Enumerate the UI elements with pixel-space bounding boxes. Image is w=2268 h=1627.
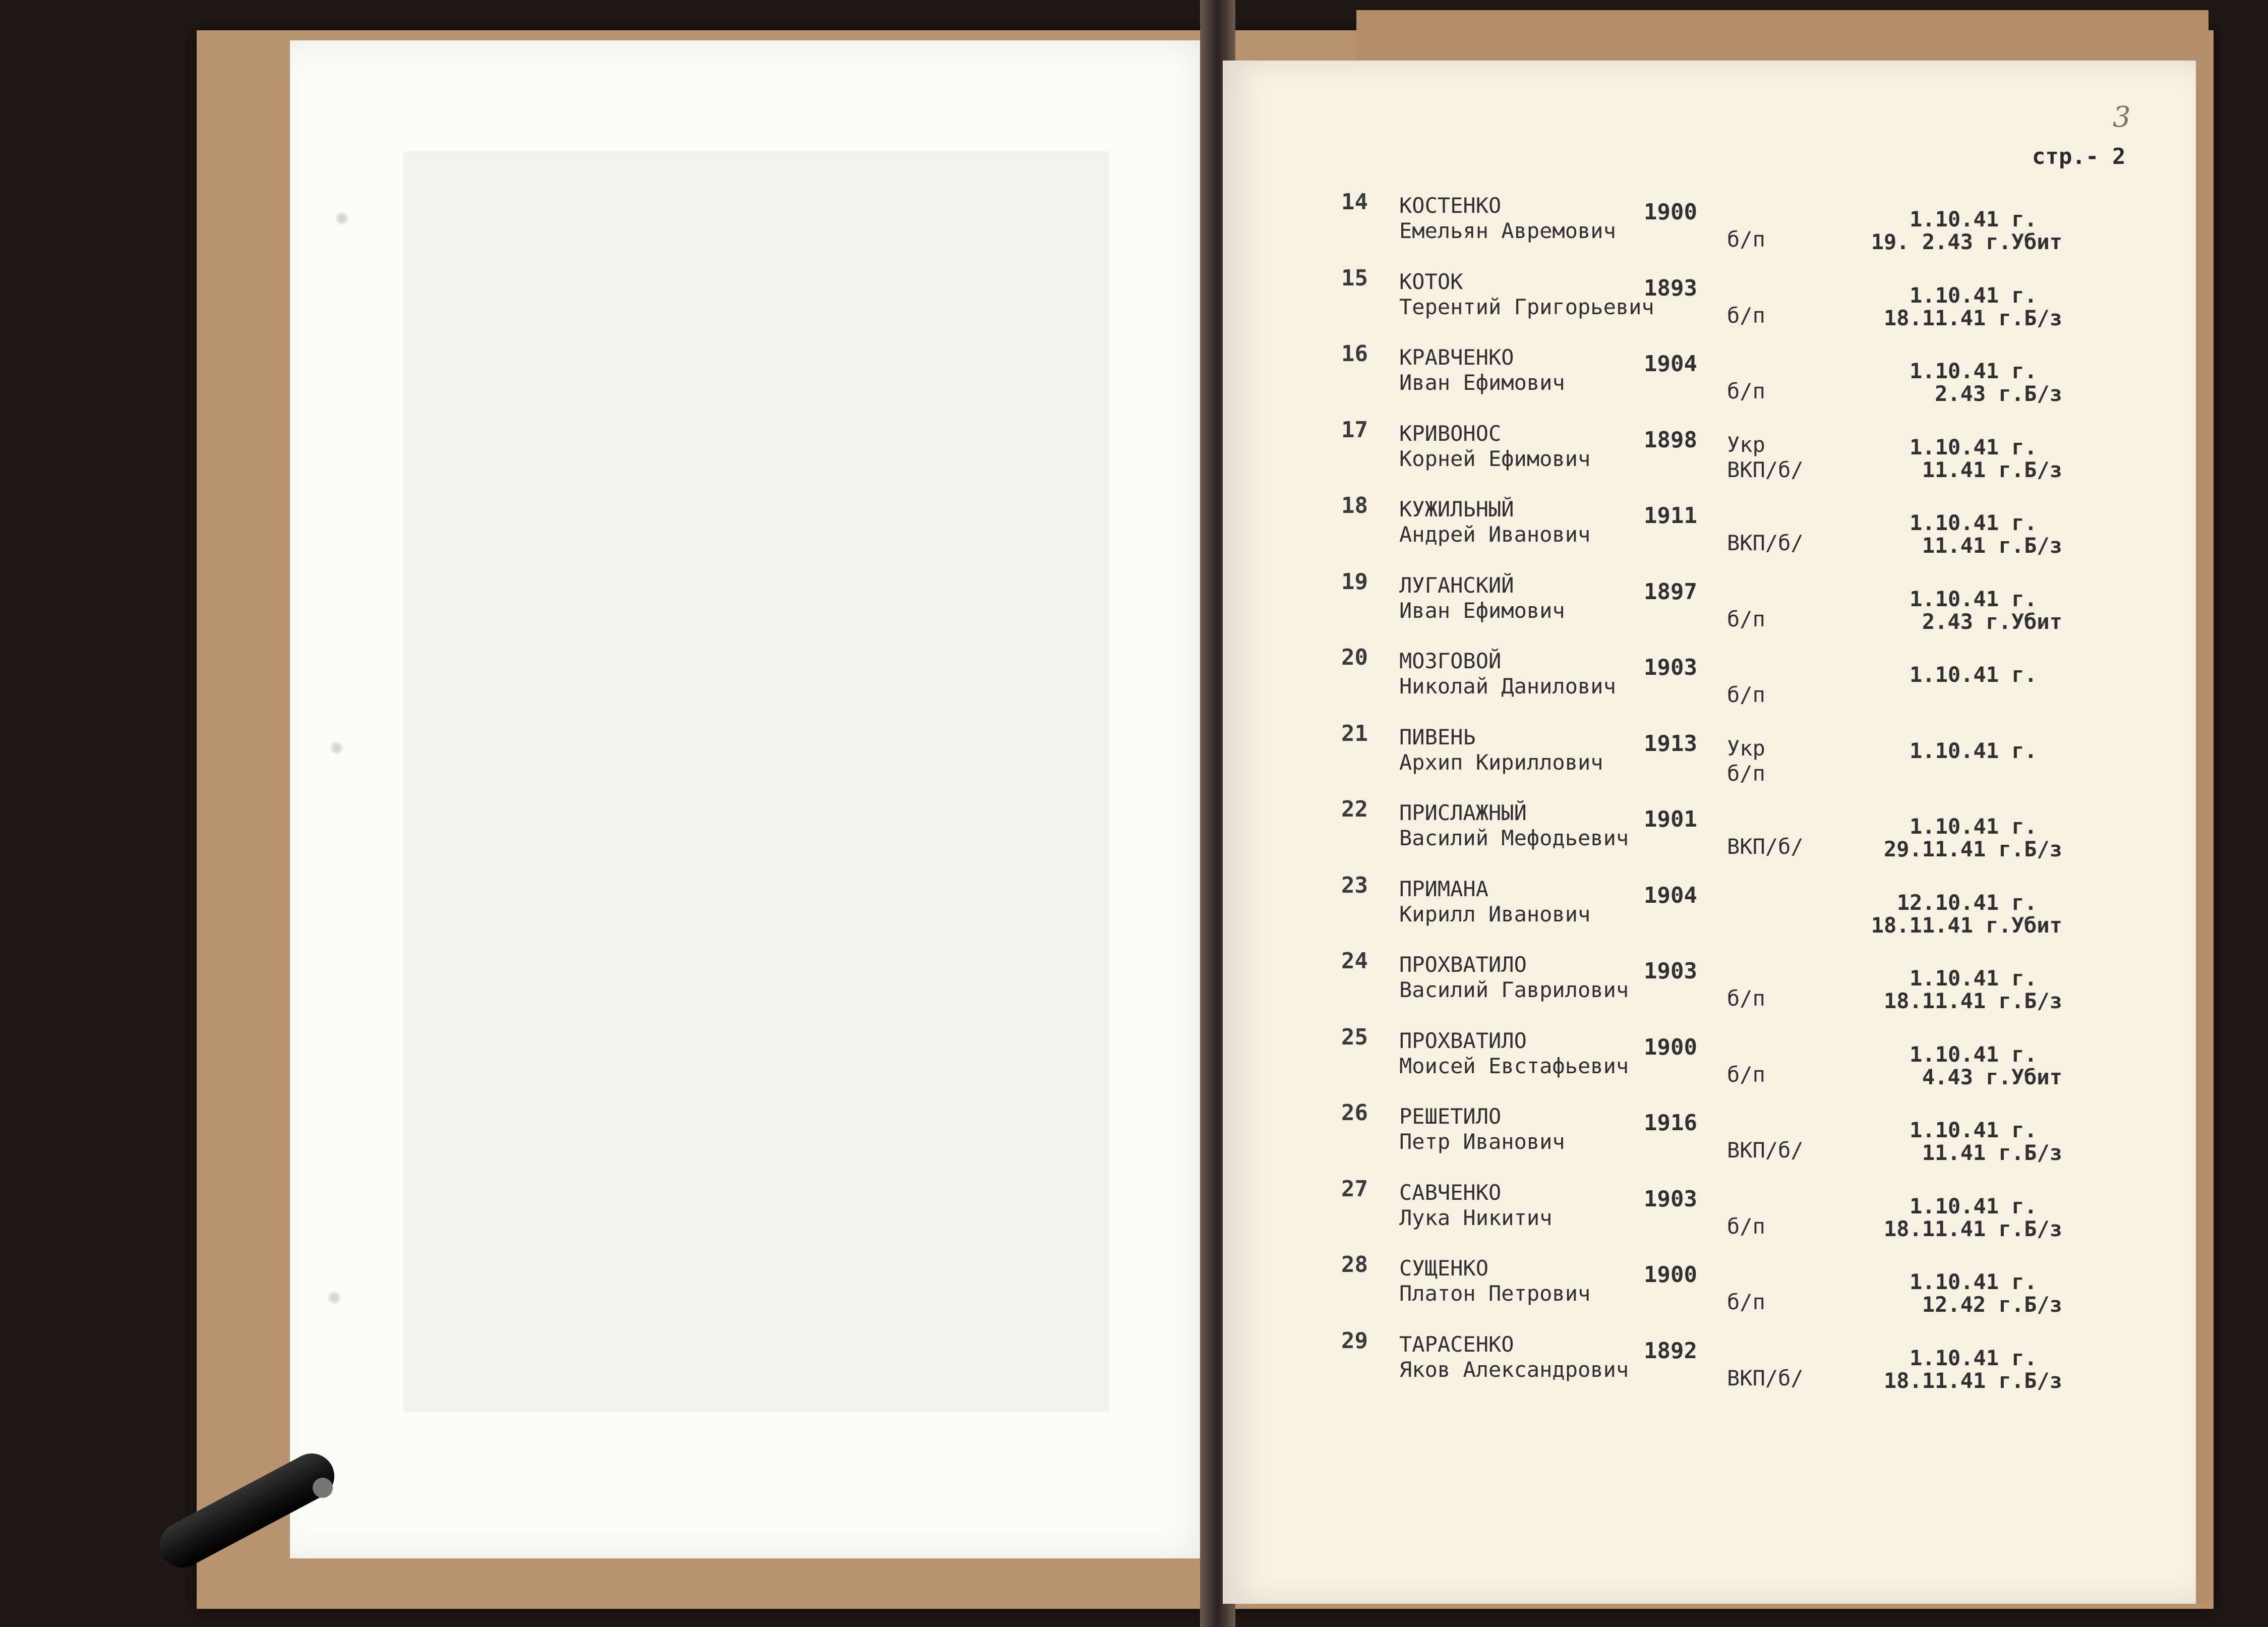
entry-birth-year: 1898 [1644, 427, 1697, 453]
entry-date-status: 11.41 г.Б/з [1922, 1140, 2062, 1165]
entry-number: 24 [1341, 948, 1368, 974]
entry-given-name: Василий Мефодьевич [1399, 826, 1629, 850]
list-entry [1341, 493, 2077, 568]
list-entry [1341, 948, 2077, 1024]
entry-surname: ТАРАСЕНКО [1399, 1331, 1514, 1357]
entry-number: 16 [1341, 341, 1368, 367]
entry-given-name: Василий Гаврилович [1399, 977, 1629, 1002]
list-entry [1341, 417, 2077, 493]
entry-number: 29 [1341, 1327, 1368, 1354]
entry-party: Укр [1727, 432, 1765, 457]
entry-number: 23 [1341, 872, 1368, 898]
punch-hole [335, 212, 348, 225]
entry-party-line2: ВКП/б/ [1727, 457, 1804, 482]
entry-date-enlisted: 1.10.41 г. [1909, 510, 2037, 535]
entry-date-status: 18.11.41 г.Б/з [1883, 305, 2062, 330]
entry-date-status: 12.42 г.Б/з [1922, 1292, 2062, 1317]
entry-birth-year: 1903 [1644, 655, 1697, 680]
entry-date-status: 19. 2.43 г.Убит [1871, 229, 2062, 254]
entry-number: 20 [1341, 645, 1368, 670]
entry-date-status: 18.11.41 г.Б/з [1883, 989, 2062, 1013]
entry-date-status: 2.43 г.Б/з [1935, 381, 2062, 406]
entry-date-enlisted: 12.10.41 г. [1896, 890, 2037, 915]
entry-date-status: 11.41 г.Б/з [1922, 533, 2062, 558]
entry-given-name: Архип Кириллович [1399, 749, 1603, 775]
entry-birth-year: 1913 [1644, 730, 1697, 757]
entry-date-enlisted: 1.10.41 г. [1909, 434, 2037, 459]
entry-date-status: 18.11.41 г.Б/з [1883, 1368, 2062, 1393]
entry-given-name: Лука Никитич [1399, 1205, 1553, 1230]
entry-date-enlisted: 1.10.41 г. [1909, 207, 2037, 231]
entry-party: б/п [1727, 682, 1765, 707]
entry-party-line2: б/п [1727, 761, 1765, 786]
entry-birth-year: 1903 [1644, 958, 1697, 984]
entry-birth-year: 1903 [1644, 1186, 1697, 1212]
entry-number: 17 [1341, 417, 1368, 443]
folio-number: 3 [2113, 101, 2131, 134]
list-entry [1341, 1252, 2077, 1327]
entry-surname: КУЖИЛЬНЫЙ [1399, 497, 1514, 521]
entry-date-enlisted: 1.10.41 г. [1909, 966, 2037, 991]
list-entry [1341, 1176, 2077, 1252]
entry-date-enlisted: 1.10.41 г. [1909, 359, 2037, 383]
entry-birth-year: 1904 [1644, 351, 1697, 377]
entry-given-name: Иван Ефимович [1399, 598, 1565, 623]
list-entry [1341, 569, 2077, 645]
entry-date-enlisted: 1.10.41 г. [1909, 1041, 2037, 1067]
entry-birth-year: 1892 [1644, 1338, 1697, 1364]
entry-party: ВКП/б/ [1727, 1365, 1804, 1390]
entry-number: 14 [1341, 189, 1368, 215]
entry-date-enlisted: 1.10.41 г. [1909, 814, 2037, 839]
entry-surname: ПРИСЛАЖНЫЙ [1399, 800, 1527, 825]
list-entry [1341, 721, 2077, 796]
list-entry [1341, 265, 2077, 341]
entry-number: 26 [1341, 1100, 1368, 1126]
page-label: стр.- 2 [2032, 144, 2126, 169]
entry-date-status: 4.43 г.Убит [1922, 1064, 2062, 1089]
list-entry [1341, 645, 2077, 720]
entry-date-enlisted: 1.10.41 г. [1909, 1345, 2037, 1370]
entry-party: б/п [1727, 1062, 1765, 1087]
entry-date-status: 29.11.41 г.Б/з [1883, 837, 2062, 861]
entry-date-status: 18.11.41 г.Убит [1871, 912, 2062, 938]
entry-birth-year: 1893 [1644, 275, 1697, 301]
entry-date-enlisted: 1.10.41 г. [1909, 586, 2037, 611]
entry-given-name: Николай Данилович [1399, 674, 1616, 699]
entry-number: 25 [1341, 1024, 1368, 1050]
entry-surname: КРИВОНОС [1399, 421, 1502, 446]
entry-surname: СУЩЕНКО [1399, 1256, 1489, 1281]
entry-party: б/п [1727, 227, 1765, 252]
entry-given-name: Моисей Евстафьевич [1399, 1053, 1629, 1078]
entry-party: б/п [1727, 1290, 1765, 1314]
entry-given-name: Корней Ефимович [1399, 446, 1591, 471]
entry-party: Укр [1727, 735, 1765, 761]
entry-party: ВКП/б/ [1727, 531, 1804, 555]
entry-number: 19 [1341, 568, 1368, 595]
entry-number: 15 [1341, 265, 1368, 291]
entry-given-name: Кирилл Иванович [1399, 901, 1591, 926]
entry-given-name: Платон Петрович [1399, 1281, 1591, 1306]
entry-party: б/п [1727, 303, 1765, 328]
entry-number: 28 [1341, 1252, 1368, 1277]
list-entry [1341, 873, 2077, 948]
entry-given-name: Петр Иванович [1399, 1129, 1565, 1154]
entry-date-status: 18.11.41 г.Б/з [1883, 1216, 2062, 1241]
entry-number: 18 [1341, 493, 1368, 518]
entry-date-status: 2.43 г.Убит [1922, 609, 2062, 634]
entry-surname: ПРОХВАТИЛО [1399, 1028, 1527, 1053]
entry-given-name: Иван Ефимович [1399, 370, 1565, 395]
list-entry [1341, 189, 2077, 265]
list-entry [1341, 796, 2077, 872]
punch-hole [330, 741, 343, 754]
entry-number: 21 [1341, 720, 1368, 746]
entry-date-status: 11.41 г.Б/з [1922, 457, 2062, 482]
list-entry [1341, 1328, 2077, 1404]
entry-surname: МОЗГОВОЙ [1399, 649, 1502, 673]
entry-surname: ПРИМАНА [1399, 876, 1489, 901]
list-entry [1341, 1100, 2077, 1176]
entry-surname: КОСТЕНКО [1399, 193, 1502, 218]
entry-date-enlisted: 1.10.41 г. [1909, 738, 2037, 763]
entry-number: 22 [1341, 796, 1368, 822]
entry-birth-year: 1911 [1644, 503, 1697, 529]
entry-date-enlisted: 1.10.41 г. [1909, 1118, 2037, 1142]
entry-birth-year: 1901 [1644, 806, 1697, 832]
entry-date-enlisted: 1.10.41 г. [1909, 662, 2037, 687]
entry-surname: КРАВЧЕНКО [1399, 345, 1514, 370]
entry-birth-year: 1904 [1644, 882, 1697, 908]
entry-birth-year: 1900 [1644, 199, 1697, 225]
entry-given-name: Андрей Иванович [1399, 522, 1591, 547]
entry-birth-year: 1900 [1644, 1262, 1697, 1288]
entry-given-name: Яков Александрович [1399, 1357, 1629, 1382]
entry-surname: КОТОК [1399, 269, 1463, 294]
entry-date-enlisted: 1.10.41 г. [1909, 1269, 2037, 1294]
entry-party: ВКП/б/ [1727, 834, 1804, 859]
entry-surname: САВЧЕНКО [1399, 1180, 1502, 1205]
entry-given-name: Емельян Авремович [1399, 218, 1616, 243]
punch-hole [328, 1291, 341, 1304]
list-entry [1341, 341, 2077, 417]
entry-party: б/п [1727, 1213, 1765, 1239]
entry-party: б/п [1727, 986, 1765, 1011]
entry-surname: ЛУГАНСКИЙ [1399, 572, 1514, 598]
entry-party: ВКП/б/ [1727, 1138, 1804, 1163]
entry-number: 27 [1341, 1176, 1368, 1202]
entry-birth-year: 1900 [1644, 1034, 1697, 1060]
entry-birth-year: 1916 [1644, 1110, 1697, 1136]
entry-date-enlisted: 1.10.41 г. [1909, 282, 2037, 308]
entry-birth-year: 1897 [1644, 578, 1697, 605]
pen-tip [313, 1478, 333, 1498]
entry-surname: РЕШЕТИЛО [1399, 1104, 1502, 1129]
entry-surname: ПРОХВАТИЛО [1399, 952, 1527, 977]
entry-date-enlisted: 1.10.41 г. [1909, 1193, 2037, 1218]
left-page-bleedthrough [403, 151, 1109, 1412]
entry-party: б/п [1727, 379, 1765, 403]
entry-party: б/п [1727, 606, 1765, 631]
entry-surname: ПИВЕНЬ [1399, 724, 1476, 749]
entry-given-name: Терентий Григорьевич [1399, 294, 1654, 319]
list-entry [1341, 1024, 2077, 1100]
